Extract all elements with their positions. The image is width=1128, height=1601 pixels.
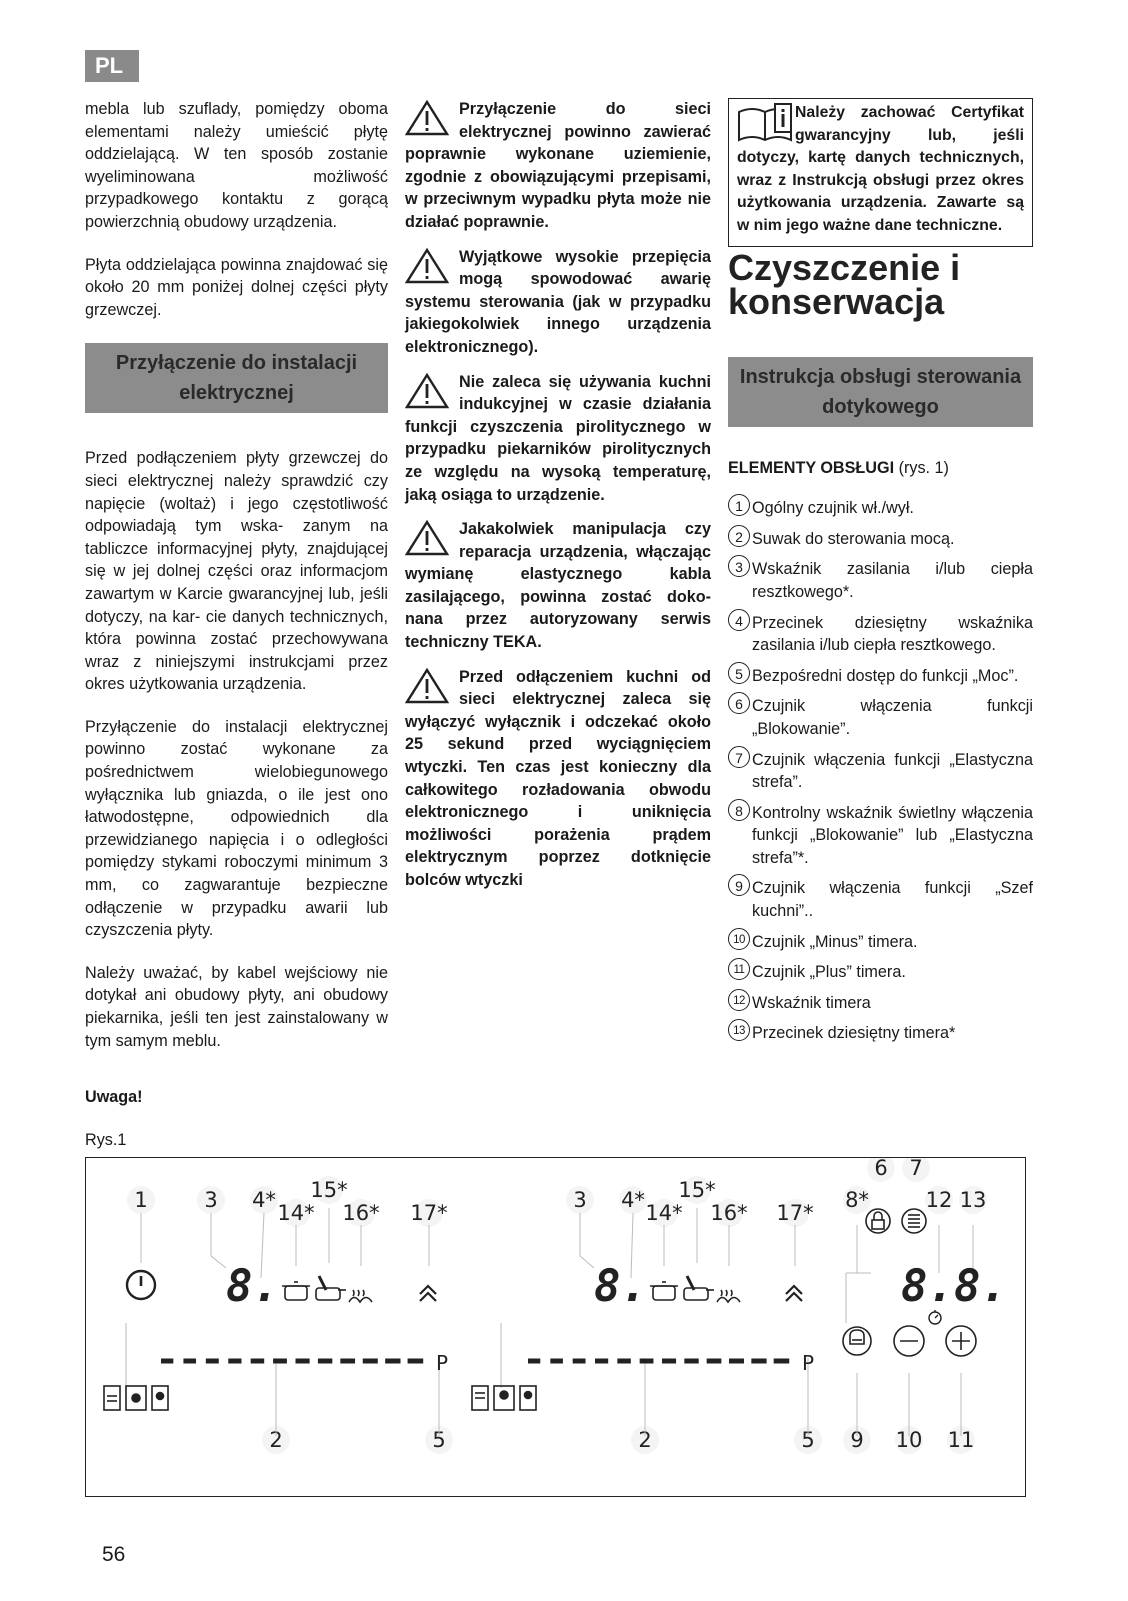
element-text: Suwak do sterowania mocą. [752, 529, 955, 548]
figure-label: 14* [277, 1201, 315, 1225]
power-slider-left [161, 1359, 423, 1364]
element-item [728, 961, 1033, 984]
sub-heading-touch-control: Instrukcja obsługi sterowania dotykowego [728, 357, 1033, 427]
slider-segment [595, 1359, 608, 1364]
zone-selector-left [104, 1386, 168, 1410]
slider-segment [774, 1359, 790, 1364]
warning-block [405, 246, 711, 359]
figure-label: 16* [710, 1201, 748, 1225]
element-text: Kontrolny wskaźnik świetlny włączenia funkcji „Blokowanie” lub „Elastyczna strefa”*. [752, 803, 1033, 867]
element-item [728, 877, 1033, 922]
control-panel-diagram [86, 1158, 1027, 1498]
element-text: Czujnik włączenia funkcji „Blokowanie”. [752, 697, 1033, 738]
slider-segment [684, 1359, 698, 1364]
figure-label: 15* [678, 1178, 716, 1202]
zone-icons-right [650, 1276, 740, 1302]
paragraph: mebla lub szuflady, pomiędzy oboma elementami należy umieścić płytę oddzielającą. W ten sposób zostanie wyeliminowana możliwość przypadkowego kontaktu z gorącą powierzchnią obudowy urządzenia. [85, 100, 388, 231]
element-item [728, 931, 1033, 954]
element-item [728, 558, 1033, 603]
book-info-icon [737, 102, 793, 142]
slider-segment [251, 1359, 265, 1364]
figure-label: 13 [959, 1188, 987, 1212]
figure-label: 17* [776, 1201, 814, 1225]
minus-icon [894, 1326, 924, 1356]
column-middle [405, 98, 711, 904]
slider-segment [183, 1359, 196, 1364]
heat-icon [349, 1290, 372, 1302]
paragraph: Należy uważać, by kabel wejściowy nie dotykał ani obudowy płyty, ani obudowy piekarnika, jeśli ten jest zainstalowany w tym samym meblu. [85, 963, 388, 1050]
element-text: Bezpośredni dostęp do funkcji „Moc”. [752, 666, 1019, 685]
element-number: 10 [728, 928, 750, 950]
figure-label: 9 [850, 1428, 864, 1452]
element-number: 11 [728, 958, 750, 980]
slider-segment [296, 1359, 310, 1364]
slider-segment [363, 1359, 378, 1364]
figure-label: 2 [638, 1428, 652, 1452]
warning-triangle-icon [405, 520, 449, 556]
figure-label: 2 [269, 1428, 283, 1452]
warning-text: Jakakolwiek manipulacja czy reparacja urządzenia, włączając wymianę elastycznego kabla zasilającego, powinna zostać doko- nana przez autoryzowany serwis techniczny TEKA. [405, 520, 711, 652]
figure-label: 15* [310, 1178, 348, 1202]
note-label: Uwaga! [85, 1088, 143, 1106]
element-number: 8 [728, 799, 750, 821]
zone-icons-left [282, 1276, 372, 1302]
power-display-left: 8. [226, 1261, 279, 1312]
element-text: Czujnik włączenia funkcji „Elastyczna strefa”. [752, 750, 1033, 792]
element-item [728, 612, 1033, 657]
slider-segment [662, 1359, 676, 1364]
pan-icon [684, 1276, 714, 1300]
element-text: Czujnik „Minus” timera. [752, 932, 918, 951]
element-item [728, 695, 1033, 740]
element-number: 7 [728, 746, 750, 768]
element-number: 6 [728, 692, 750, 714]
element-number: 12 [728, 989, 750, 1011]
figure-caption: Rys.1 [85, 1131, 127, 1149]
element-number: 9 [728, 874, 750, 896]
slider-segment [729, 1359, 744, 1364]
element-number: 5 [728, 662, 750, 684]
slider-segment [528, 1359, 540, 1364]
figure-label: 8* [845, 1188, 869, 1212]
paragraph: Przyłączenie do instalacji elektrycznej powinno zostać wykonane za pośrednictwem wielobiegunowego wyłącznika lub gniazda, o ile jest ono łatwodostępne, odpowiednich dla przewidzianego napięcia i o odległości pomiędzy stykami roboczymi minimum 3 mm, co zagwarantuje bezpieczne odłączenie w przypadku awarii lub czyszczenia płyty. [85, 717, 388, 940]
element-item [728, 665, 1033, 688]
warning-triangle-icon [405, 100, 449, 136]
element-text: Czujnik „Plus” timera. [752, 963, 906, 982]
lock-icon [866, 1209, 890, 1233]
element-text: Wskaźnik timera [752, 993, 871, 1012]
element-number: 3 [728, 555, 750, 577]
heat-icon [717, 1290, 740, 1302]
figure-label: 6 [874, 1158, 888, 1180]
stopwatch-icon [929, 1310, 941, 1324]
slider-segment [550, 1359, 563, 1364]
language-badge: PL [85, 50, 139, 82]
section-heading-electrical: Przyłączenie do instalacji elektrycznej [85, 343, 388, 413]
element-item [728, 992, 1033, 1015]
info-box [728, 98, 1033, 247]
figure-label: 17* [410, 1201, 448, 1225]
flex-zone-icon [902, 1209, 926, 1233]
element-item [728, 1022, 1033, 1045]
chef-icon [843, 1327, 871, 1355]
warning-text: Nie zaleca się używania kuchni indukcyjnej w czasie działania funkcji czyszczenia pirolitycznego w przypadku piekarników pirolitycznych ze względu na wysoką temperaturę, jaką osiąga to urządzenie. [405, 372, 711, 504]
pot-icon [282, 1282, 310, 1300]
figure-label: 7 [909, 1158, 923, 1180]
element-number: 13 [728, 1019, 750, 1041]
power-slider-right [528, 1359, 789, 1364]
elements-list [728, 497, 1033, 1045]
warning-triangle-icon [405, 373, 449, 409]
figure-label: 1 [134, 1188, 148, 1212]
pan-icon [316, 1276, 346, 1300]
power-letter-left: P [436, 1351, 449, 1375]
element-item [728, 802, 1033, 870]
warning-text: Przed odłączeniem kuchni od sieci elektrycznej zaleca się wyłączyć wyłącznik i odczekać około 25 sekund przed wyciągnięciem wtyczki. Ten czas jest konieczny dla całkowitego rozładowania obwodu elektronicznego i uniknięcia możliwości porażenia prądem elektrycznym poprzez dotknięcie bolców wtyczki [405, 667, 711, 889]
page-number: 56 [102, 1543, 126, 1566]
element-item [728, 497, 1033, 520]
element-text: Czujnik włączenia funkcji „Szef kuchni”.. [752, 879, 1033, 921]
boost-icon-right [786, 1286, 802, 1301]
section-title-cleaning: Czyszczenie i konserwacja [728, 246, 961, 322]
element-number: 2 [728, 525, 750, 547]
figure-label: 14* [645, 1201, 683, 1225]
warning-block [405, 98, 711, 234]
power-display-right: 8. [594, 1261, 647, 1312]
slider-segment [707, 1359, 722, 1364]
slider-segment [617, 1359, 630, 1364]
zone-selector-right [472, 1386, 536, 1410]
figure-label: 3 [573, 1188, 587, 1212]
figure-label: 5 [432, 1428, 446, 1452]
figure-label: 12 [925, 1188, 953, 1212]
slider-segment [340, 1359, 355, 1364]
paragraph: Przed podłączeniem płyty grzewczej do sieci elektrycznej należy sprawdzić czy napięcie (woltaż) i jego częstotliwość odpowiadają tym wska- zanym na tabliczce informacyjnej płyty, znajdującej się w jej dolnej części oraz informacjom zawartym w Karcie gwarancyjnej lub, jeśli dotyczy, na kar- cie danych technicznych, która powinna zostać przechowywana wraz z niniejszymi instrukcjami przez okres użytkowania urządzenia. [85, 449, 388, 694]
warning-block [405, 518, 711, 654]
element-number: 1 [728, 494, 750, 516]
element-item [728, 528, 1033, 551]
column-right [728, 98, 1033, 1053]
figure-label: 4* [252, 1188, 276, 1212]
slider-segment [228, 1359, 241, 1364]
figure-label: 16* [342, 1201, 380, 1225]
element-text: Przecinek dziesiętny timera* [752, 1024, 956, 1043]
column-left [85, 98, 388, 1072]
slider-segment [751, 1359, 766, 1364]
figure-label: 4* [621, 1188, 645, 1212]
elements-heading: ELEMENTY OBSŁUGI (rys. 1) [728, 458, 949, 477]
power-digit-left [226, 1261, 279, 1312]
warning-block [405, 666, 711, 892]
slider-segment [573, 1359, 586, 1364]
slider-segment [318, 1359, 332, 1364]
warning-text: Wyjątkowe wysokie przepięcia mogą spowodować awarię systemu sterowania (jak w przypadku jakiegokolwiek innego urządzenia elektronicznego). [405, 247, 711, 356]
figure-label: 5 [801, 1428, 815, 1452]
timer-display: 8.8. [901, 1261, 1007, 1312]
element-text: Przecinek dziesiętny wskaźnika zasilania i/lub ciepła resztkowego. [752, 613, 1033, 655]
element-text: Ogólny czujnik wł./wył. [752, 499, 914, 518]
figure-label: 3 [204, 1188, 218, 1212]
element-number: 4 [728, 609, 750, 631]
power-icon [127, 1271, 155, 1299]
info-text: Należy zachować Certyfikat gwarancyjny lub, jeśli dotyczy, kartę danych technicznych, wraz z Instrukcją obsługi przez okres użytkowania urządzenia. Zawarte są w nim jego ważne dane techniczne. [737, 104, 1024, 234]
leader-lines [126, 1208, 973, 1436]
boost-icon-left [420, 1286, 436, 1301]
slider-segment [273, 1359, 287, 1364]
pot-icon [650, 1282, 678, 1300]
plus-icon [946, 1326, 976, 1356]
power-letter-right: P [802, 1351, 815, 1375]
warning-block [405, 371, 711, 507]
slider-segment [408, 1359, 424, 1364]
control-panel-figure [85, 1157, 1026, 1497]
slider-segment [385, 1359, 400, 1364]
element-text: Wskaźnik zasilania i/lub ciepła resztkowego*. [752, 560, 1033, 601]
element-item [728, 749, 1033, 794]
figure-label: 11 [947, 1428, 975, 1452]
warning-triangle-icon [405, 248, 449, 284]
slider-segment [161, 1359, 173, 1364]
slider-segment [640, 1359, 654, 1364]
figure-label: 10 [895, 1428, 923, 1452]
slider-segment [206, 1359, 219, 1364]
warning-text: Przyłączenie do sieci elektrycznej powinno zawierać poprawnie wykonane uziemienie, zgodnie z obowiązującymi przepisami, w przeciwnym wypadku płyta może nie działać poprawnie. [405, 100, 711, 231]
paragraph: Płyta oddzielająca powinna znajdować się około 20 mm poniżej dolnej części płyty grzewczej. [85, 255, 388, 319]
warning-triangle-icon [405, 668, 449, 704]
